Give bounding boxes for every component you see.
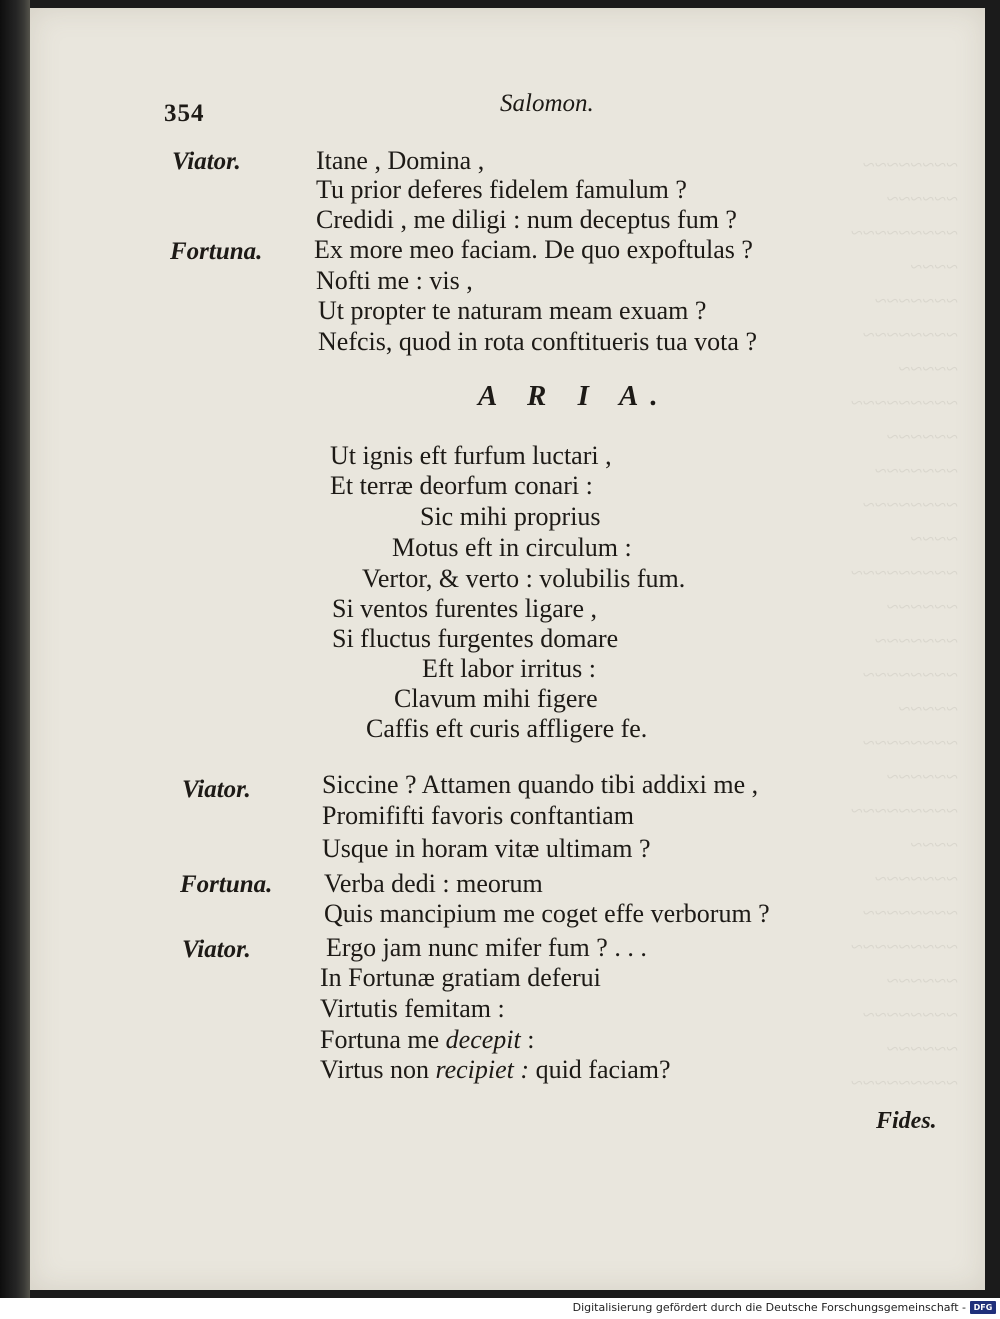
verse-line: Virtutis femitam :: [320, 994, 505, 1023]
speaker-label: Viator.: [172, 148, 241, 175]
speaker-label: Fortuna.: [170, 238, 263, 265]
verse-line: Ergo jam nunc mifer fum ? . . .: [326, 933, 647, 962]
verse-line: Promififti favoris conftantiam: [322, 801, 634, 830]
speaker-label: Viator.: [182, 776, 251, 803]
verse-line: [320, 1055, 671, 1085]
book-binding-edge: [0, 0, 30, 1298]
verse-line: Nofti me : vis ,: [316, 266, 473, 295]
aria-line: Eft labor irritus :: [422, 654, 597, 683]
verse-line: Itane , Domina ,: [316, 146, 485, 175]
dfg-logo-icon: DFG: [970, 1301, 996, 1314]
page-number: 354: [164, 100, 205, 127]
aria-line: Si fluctus furgentes domare: [332, 624, 619, 653]
verse-line: In Fortunæ gratiam deferui: [320, 963, 601, 992]
aria-line: Motus eft in circulum :: [392, 533, 632, 562]
catchword: Fides.: [876, 1108, 937, 1134]
verse-line: Quis mancipium me coget effe verborum ?: [324, 899, 770, 928]
verse-line: Usque in horam vitæ ultimam ?: [322, 834, 651, 863]
aria-line: Et terræ deorfum conari :: [330, 471, 593, 500]
speaker-label: Fortuna.: [180, 871, 273, 898]
aria-heading: A R I A.: [478, 380, 670, 412]
verse-text: Virtus non: [320, 1055, 436, 1084]
show-through-texture: ~~~~~~~~ ~~~~~~ ~~~~~~~~~ ~~~~ ~~~~~~~ ~~~~~~~~ ~~~~~ ~~~~~~~~~ ~~~~~~ ~~~~~~~ ~~~~~~~~ ~~~~ ~~~~~~~~~ ~~~~~~ ~~~~~~~ ~~~~~~~~ ~~~~~ ~~~~~~~~ ~~~~~~ ~~~~~~~~~ ~~~~ ~~~~~~~ ~~~~~~~~ ~~~~~~~~~ ~~~~~~ ~~~~~~~~ ~~~~~~ ~~~~~~~~~: [850, 152, 958, 1095]
verse-text: quid faciam?: [529, 1055, 671, 1084]
verse-line: [320, 1025, 534, 1055]
verse-line: Ut propter te naturam meam exuam ?: [318, 296, 707, 325]
verse-line: Ex more meo faciam. De quo expoftulas ?: [314, 235, 753, 264]
verse-text: Fortuna me: [320, 1025, 446, 1054]
running-head: Salomon.: [500, 90, 594, 117]
book-page: [30, 8, 985, 1290]
digitization-credit: Digitalisierung gefördert durch die Deutsche Forschungsgemeinschaft -: [572, 1301, 966, 1314]
aria-line: Clavum mihi figere: [394, 684, 598, 713]
verse-italic: recipiet :: [435, 1055, 530, 1084]
verse-italic: decepit: [445, 1025, 521, 1054]
verse-line: Siccine ? Attamen quando tibi addixi me ,: [322, 770, 759, 799]
aria-line: Caffis eft curis affligere fe.: [366, 714, 648, 743]
verse-line: Credidi , me diligi : num deceptus fum ?: [316, 205, 737, 234]
verse-line: Nefcis, quod in rota conftitueris tua vota ?: [318, 327, 757, 356]
verse-line: Tu prior deferes fidelem famulum ?: [316, 175, 687, 204]
verse-text: :: [520, 1025, 535, 1054]
aria-line: Vertor, & verto : volubilis fum.: [362, 564, 686, 593]
aria-line: Sic mihi proprius: [420, 502, 601, 531]
footer-bar: [0, 1298, 1000, 1319]
aria-line: Si ventos furentes ligare ,: [332, 594, 597, 623]
verse-line: Verba dedi : meorum: [324, 869, 543, 898]
aria-line: Ut ignis eft furfum luctari ,: [330, 441, 612, 470]
speaker-label: Viator.: [182, 936, 251, 963]
